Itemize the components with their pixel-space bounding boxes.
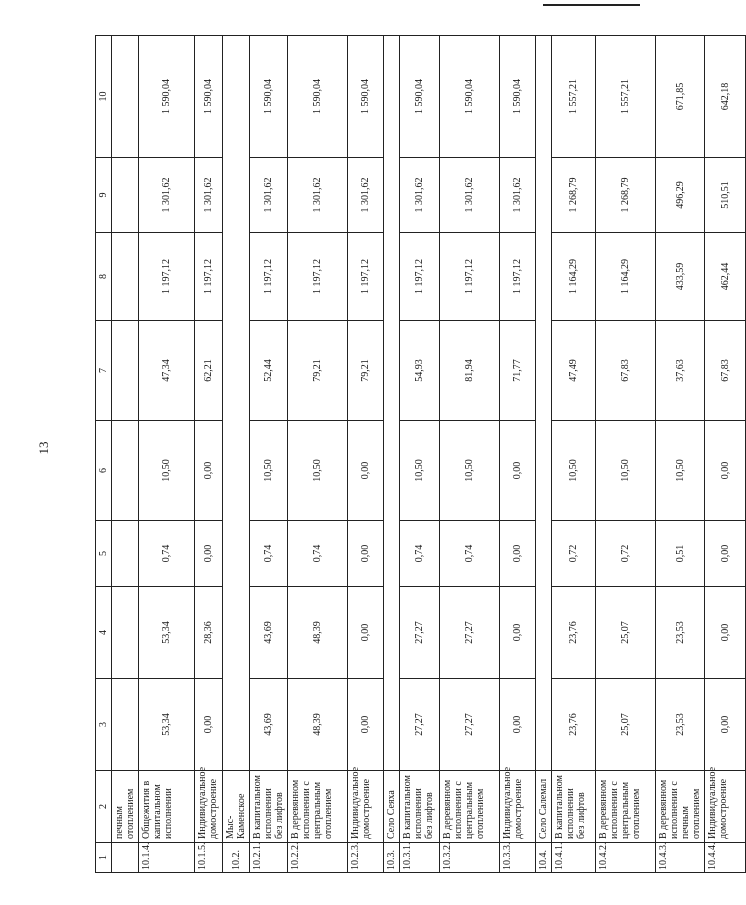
value-cell: 0,74 [400,521,440,587]
value-cell: 43,69 [250,587,288,679]
section-name-cell: Село Салемал [536,771,552,843]
row-id-cell: 10.2.3. [348,843,384,873]
value-cell: 1 197,12 [440,233,500,321]
value-cell: 0,00 [705,587,746,679]
value-cell: 23,76 [552,679,596,771]
section-row [384,36,400,873]
value-cell: 81,94 [440,321,500,421]
value-cell: 1 590,04 [250,36,288,158]
row-name-cell: В деревянном исполнении с печным отоплением [656,771,705,843]
page-number: 13 [36,441,51,455]
table-row [500,36,536,873]
value-cell: 0,00 [500,521,536,587]
value-cell: 1 301,62 [400,158,440,233]
header-row [96,36,112,873]
row-id-cell: 10.3. [384,843,400,873]
value-cell: 23,76 [552,587,596,679]
value-cell: 47,49 [552,321,596,421]
value-cell: 43,69 [250,679,288,771]
value-cell: 1 197,12 [348,233,384,321]
row-name-cell: Индивидуальное домостроение [195,771,223,843]
table-row [288,36,348,873]
value-cell: 0,00 [705,521,746,587]
value-cell: 0,51 [656,521,705,587]
header-cell: 7 [96,321,112,421]
row-name-cell: печным отоплением [112,771,139,843]
section-row [223,36,250,873]
section-row [536,36,552,873]
table-row [440,36,500,873]
header-cell: 9 [96,158,112,233]
empty-cell [536,36,552,771]
value-cell [112,679,139,771]
header-cell: 3 [96,679,112,771]
header-cell: 4 [96,587,112,679]
value-cell [112,521,139,587]
value-cell: 1 301,62 [195,158,223,233]
value-cell: 0,74 [440,521,500,587]
value-cell: 0,72 [596,521,656,587]
row-id-cell: 10.3.3. [500,843,536,873]
value-cell: 1 301,62 [440,158,500,233]
value-cell: 0,74 [288,521,348,587]
value-cell: 0,72 [552,521,596,587]
value-cell: 67,83 [705,321,746,421]
table-row [596,36,656,873]
header-cell: 2 [96,771,112,843]
value-cell: 1 197,12 [500,233,536,321]
table-row [348,36,384,873]
header-cell: 6 [96,421,112,521]
value-cell: 28,36 [195,587,223,679]
value-cell: 25,07 [596,587,656,679]
value-cell: 27,27 [440,587,500,679]
row-name-cell: Индивидуальное домостроение [705,771,746,843]
value-cell: 10,50 [656,421,705,521]
table-row [705,36,746,873]
row-id-cell: 10.2.2. [288,843,348,873]
value-cell: 10,50 [139,421,195,521]
value-cell: 54,93 [400,321,440,421]
rotated-table-content [95,36,731,873]
value-cell: 1 301,62 [348,158,384,233]
table-row [656,36,705,873]
row-name-cell: Индивидуальное домостроение [500,771,536,843]
value-cell: 23,53 [656,679,705,771]
table-row [139,36,195,873]
row-id-cell: 10.4.4. [705,843,746,873]
value-cell: 0,00 [195,421,223,521]
value-cell: 67,83 [596,321,656,421]
row-name-cell: Общежития в капитальном исполнении [139,771,195,843]
value-cell: 62,21 [195,321,223,421]
value-cell: 53,34 [139,587,195,679]
value-cell: 10,50 [250,421,288,521]
row-id-cell: 10.4. [536,843,552,873]
value-cell: 0,00 [705,421,746,521]
value-cell: 0,74 [139,521,195,587]
value-cell: 671,85 [656,36,705,158]
value-cell: 1 590,04 [195,36,223,158]
value-cell: 433,59 [656,233,705,321]
row-id-cell: 10.1.4. [139,843,195,873]
row-name-cell: В деревянном исполнении с центральным отоплением [288,771,348,843]
value-cell: 52,44 [250,321,288,421]
header-cell: 10 [96,36,112,158]
value-cell: 23,53 [656,587,705,679]
table-row [250,36,288,873]
value-cell: 0,00 [348,521,384,587]
value-cell: 1 197,12 [195,233,223,321]
value-cell: 1 590,04 [500,36,536,158]
value-cell [112,421,139,521]
value-cell: 1 197,12 [400,233,440,321]
table-row [552,36,596,873]
value-cell: 47,34 [139,321,195,421]
value-cell: 510,51 [705,158,746,233]
value-cell: 27,27 [400,587,440,679]
row-name-cell: В капитальном исполнении без лифтов [400,771,440,843]
value-cell: 0,00 [500,421,536,521]
top-rule [543,4,640,6]
empty-cell [223,36,250,771]
value-cell: 10,50 [440,421,500,521]
row-name-cell: Индивидуальное домостроение [348,771,384,843]
value-cell: 1 557,21 [596,36,656,158]
value-cell: 0,74 [250,521,288,587]
row-name-cell: В деревянном исполнении с центральным отоплением [440,771,500,843]
value-cell: 10,50 [400,421,440,521]
value-cell: 79,21 [348,321,384,421]
value-cell [112,321,139,421]
value-cell: 1 590,04 [400,36,440,158]
row-id-cell: 10.2.1. [250,843,288,873]
value-cell: 496,29 [656,158,705,233]
value-cell: 10,50 [552,421,596,521]
value-cell: 27,27 [400,679,440,771]
value-cell: 462,44 [705,233,746,321]
value-cell: 71,77 [500,321,536,421]
value-cell: 0,00 [500,587,536,679]
header-cell: 8 [96,233,112,321]
value-cell: 1 590,04 [348,36,384,158]
value-cell: 1 301,62 [500,158,536,233]
header-cell: 5 [96,521,112,587]
value-cell: 1 268,79 [596,158,656,233]
value-cell: 1 590,04 [139,36,195,158]
value-cell [112,587,139,679]
row-id-cell: 10.1.5. [195,843,223,873]
row-id-cell: 10.3.1. [400,843,440,873]
value-cell: 79,21 [288,321,348,421]
value-cell: 1 557,21 [552,36,596,158]
table-body [96,36,746,873]
value-cell: 642,18 [705,36,746,158]
value-cell: 27,27 [440,679,500,771]
row-id-cell: 10.4.3. [656,843,705,873]
value-cell: 0,00 [705,679,746,771]
value-cell: 0,00 [195,679,223,771]
value-cell: 1 197,12 [288,233,348,321]
value-cell [112,233,139,321]
value-cell: 48,39 [288,679,348,771]
row-name-cell: В капитальном исполнении без лифтов [250,771,288,843]
row-name-cell: В деревянном исполнении с центральным отоплением [596,771,656,843]
value-cell: 0,00 [348,421,384,521]
value-cell [112,36,139,158]
value-cell: 1 301,62 [288,158,348,233]
row-id-cell: 10.2. [223,843,250,873]
table-row [112,36,139,873]
value-cell: 10,50 [596,421,656,521]
value-cell: 1 268,79 [552,158,596,233]
value-cell: 53,34 [139,679,195,771]
value-cell: 1 301,62 [250,158,288,233]
table-row [400,36,440,873]
row-id-cell: 10.4.2. [596,843,656,873]
table-row [195,36,223,873]
section-name-cell: Село Сеяха [384,771,400,843]
value-cell: 0,00 [500,679,536,771]
value-cell: 1 590,04 [288,36,348,158]
tariff-table [95,35,746,873]
row-id-cell: 10.3.2. [440,843,500,873]
value-cell: 10,50 [288,421,348,521]
value-cell: 0,00 [195,521,223,587]
value-cell: 37,63 [656,321,705,421]
value-cell: 1 164,29 [596,233,656,321]
empty-cell [384,36,400,771]
value-cell: 1 590,04 [440,36,500,158]
value-cell: 1 197,12 [250,233,288,321]
value-cell [112,158,139,233]
value-cell: 0,00 [348,679,384,771]
header-cell: 1 [96,843,112,873]
value-cell: 1 164,29 [552,233,596,321]
section-name-cell: Мыс-Каменское [223,771,250,843]
row-id-cell [112,843,139,873]
value-cell: 48,39 [288,587,348,679]
value-cell: 1 301,62 [139,158,195,233]
row-name-cell: В капитальном исполнении без лифтов [552,771,596,843]
value-cell: 1 197,12 [139,233,195,321]
value-cell: 25,07 [596,679,656,771]
value-cell: 0,00 [348,587,384,679]
row-id-cell: 10.4.1. [552,843,596,873]
